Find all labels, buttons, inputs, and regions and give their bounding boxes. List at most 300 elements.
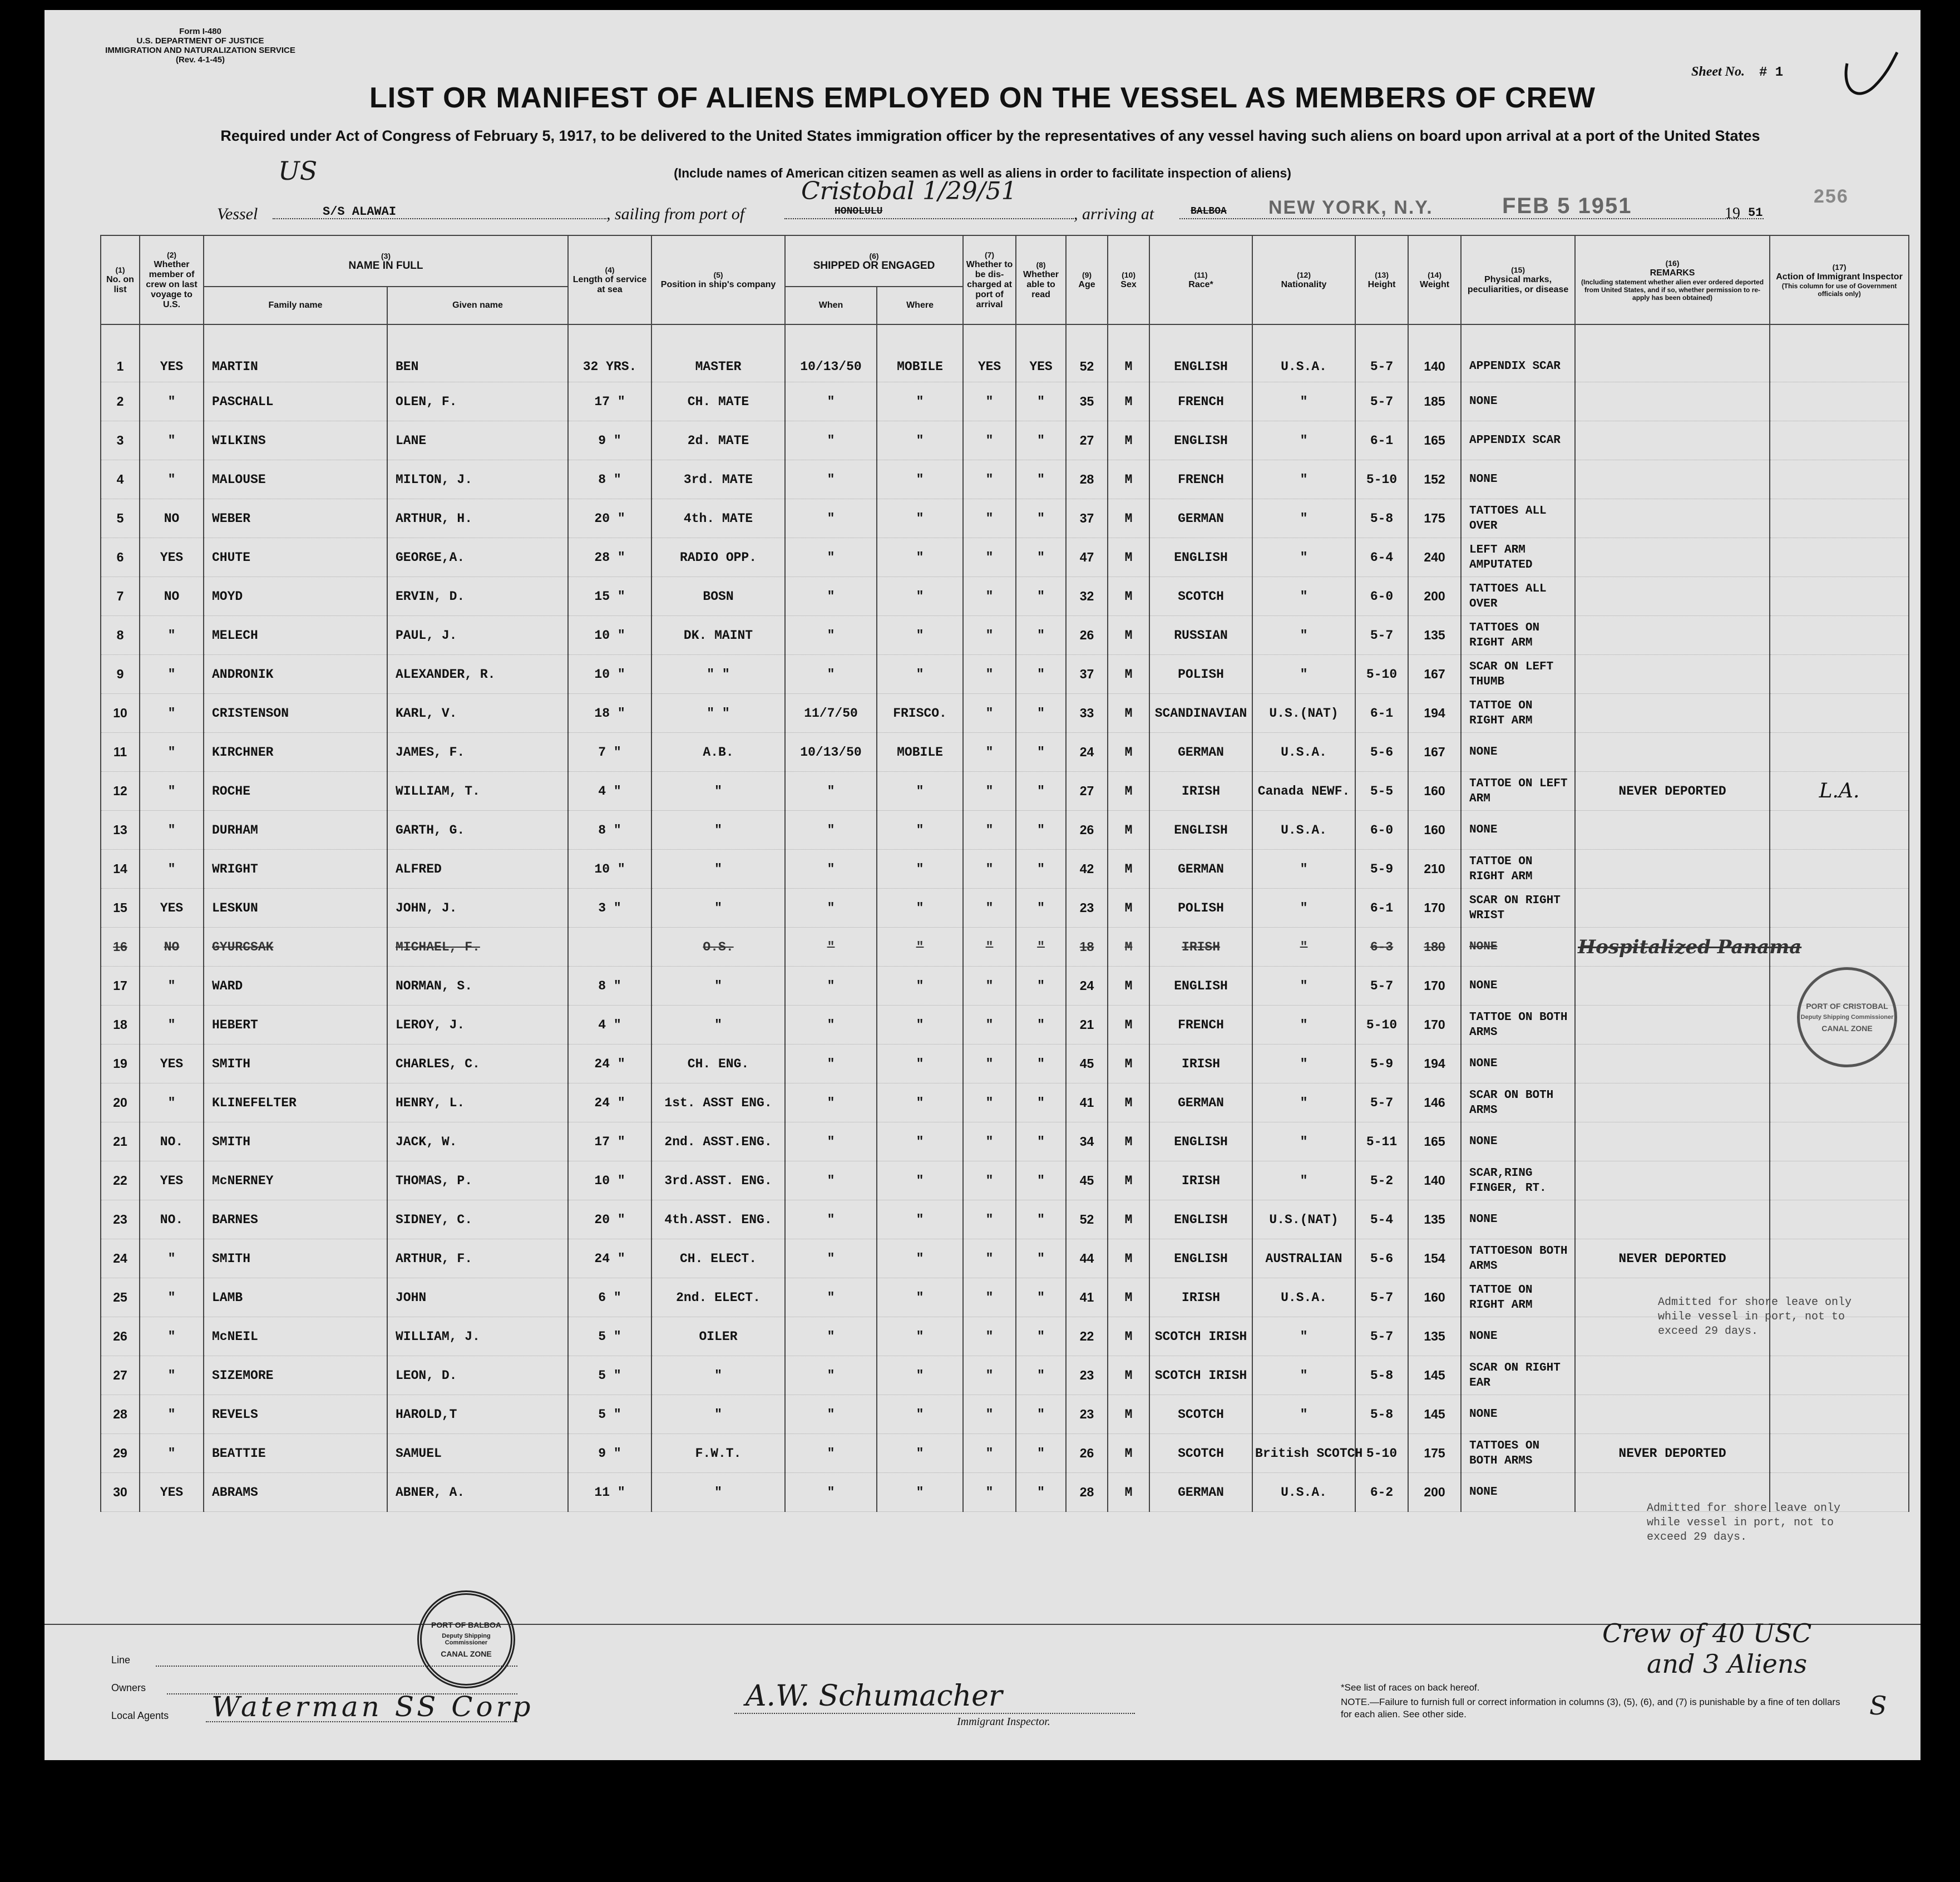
crew-row (101, 324, 1909, 382)
crew-row (101, 1200, 1909, 1239)
service: IMMIGRATION AND NATURALIZATION SERVICE (105, 46, 295, 55)
cell-disch: " (963, 616, 1016, 655)
cell-height: 6-1 (1355, 694, 1408, 733)
cell-no: 8 (101, 616, 140, 655)
crew-row (101, 382, 1909, 421)
col-read-header: (8) Whether able to read (1016, 235, 1066, 324)
cell-where: " (877, 1239, 963, 1278)
col-service-header: (4) Length of service at sea (568, 235, 651, 324)
cell-position: 3rd.ASST. ENG. (651, 1161, 785, 1200)
cell-nat: U.S.(NAT) (1252, 694, 1355, 733)
races-note: *See list of races on back hereof. (1341, 1682, 1480, 1693)
cell-weight: 175 (1408, 1434, 1461, 1473)
cell-given: OLEN, F. (387, 382, 568, 421)
cell-position: OILER (651, 1317, 785, 1356)
cell-when: " (785, 889, 877, 928)
cell-age: 37 (1066, 499, 1108, 538)
cell-family: PASCHALL (204, 382, 387, 421)
cell-action (1770, 1083, 1909, 1122)
cell-given: MILTON, J. (387, 460, 568, 499)
cell-where: " (877, 1395, 963, 1434)
cell-family: KLINEFELTER (204, 1083, 387, 1122)
cell-read: " (1016, 967, 1066, 1006)
cell-race: IRISH (1149, 1278, 1252, 1317)
crew-row (101, 889, 1909, 928)
cell-marks: NONE (1461, 1395, 1575, 1434)
crew-row (101, 538, 1909, 577)
cell-service: 11 " (568, 1473, 651, 1512)
cell-height: 5-8 (1355, 499, 1408, 538)
cell-weight: 175 (1408, 499, 1461, 538)
cell-read: " (1016, 1006, 1066, 1045)
cell-weight: 210 (1408, 850, 1461, 889)
cell-race: FRENCH (1149, 460, 1252, 499)
cell-nat: U.S.A. (1252, 1278, 1355, 1317)
cell-race: ENGLISH (1149, 421, 1252, 460)
cell-no: 3 (101, 421, 140, 460)
cell-race: FRENCH (1149, 382, 1252, 421)
cell-action (1770, 382, 1909, 421)
cell-disch: " (963, 1356, 1016, 1395)
crew-row (101, 967, 1909, 1006)
cell-marks: NONE (1461, 460, 1575, 499)
cell-position: CH. ENG. (651, 1045, 785, 1083)
cell-race: SCOTCH (1149, 1395, 1252, 1434)
cell-position: 3rd. MATE (651, 460, 785, 499)
crew-row (101, 1278, 1909, 1317)
cell-family: McNEIL (204, 1317, 387, 1356)
crew-row (101, 1045, 1909, 1083)
cell-read: " (1016, 694, 1066, 733)
initial-mark: S (1869, 1691, 1887, 1721)
cell-marks: TATTOES ALL OVER (1461, 577, 1575, 616)
cell-service: 24 " (568, 1239, 651, 1278)
cell-service: 24 " (568, 1045, 651, 1083)
cell-when: " (785, 1356, 877, 1395)
cell-weight: 135 (1408, 1317, 1461, 1356)
cell-where: MOBILE (877, 733, 963, 772)
cell-no: 22 (101, 1161, 140, 1200)
cell-read: " (1016, 421, 1066, 460)
cell-disch: " (963, 1006, 1016, 1045)
cell-family: MELECH (204, 616, 387, 655)
cell-when: " (785, 1122, 877, 1161)
cell-given: LEON, D. (387, 1356, 568, 1395)
cell-action (1770, 850, 1909, 889)
cell-race: POLISH (1149, 655, 1252, 694)
cell-remarks (1575, 1006, 1770, 1045)
cell-height: 5-11 (1355, 1122, 1408, 1161)
col-when-header: When (785, 287, 877, 324)
cell-height: 6-3 (1355, 928, 1408, 967)
cell-height: 5-6 (1355, 733, 1408, 772)
cell-where: " (877, 1473, 963, 1512)
cell-marks: TATTOES ON BOTH ARMS (1461, 1434, 1575, 1473)
cell-remarks: Hospitalized Panama (1575, 928, 1770, 967)
balboa-seal: PORT OF BALBOA Deputy Shipping Commissioner CANAL ZONE (417, 1590, 515, 1688)
admitted-note-2: Admitted for shore leave only while vessel in port, not to exceed 29 days. (1647, 1502, 1841, 1544)
cell-nat: " (1252, 1395, 1355, 1434)
cell-position: 4th.ASST. ENG. (651, 1200, 785, 1239)
cell-read: " (1016, 538, 1066, 577)
form-number: Form I-480 (179, 27, 221, 36)
cell-age: 26 (1066, 616, 1108, 655)
cell-where: " (877, 421, 963, 460)
col-given-name-header: Given name (387, 287, 568, 324)
cell-family: ROCHE (204, 772, 387, 811)
cell-weight: 200 (1408, 1473, 1461, 1512)
cell-marks: SCAR ON RIGHT WRIST (1461, 889, 1575, 928)
cell-read: " (1016, 1122, 1066, 1161)
cell-last: " (140, 1006, 204, 1045)
cell-weight: 146 (1408, 1083, 1461, 1122)
cell-height: 5-6 (1355, 1239, 1408, 1278)
cell-no: 27 (101, 1356, 140, 1395)
cell-service: 10 " (568, 850, 651, 889)
cell-position: " (651, 1473, 785, 1512)
cell-action (1770, 324, 1909, 382)
cell-race: SCOTCH (1149, 577, 1252, 616)
cell-race: GERMAN (1149, 499, 1252, 538)
cell-sex: M (1108, 538, 1149, 577)
cell-weight: 180 (1408, 928, 1461, 967)
cell-given: JAMES, F. (387, 733, 568, 772)
cell-given: ARTHUR, H. (387, 499, 568, 538)
cell-given: NORMAN, S. (387, 967, 568, 1006)
cell-read: " (1016, 1473, 1066, 1512)
cell-marks: NONE (1461, 1317, 1575, 1356)
cell-marks: NONE (1461, 382, 1575, 421)
revision: (Rev. 4-1-45) (175, 55, 225, 65)
sailing-label: , sailing from port of (606, 205, 745, 223)
cell-last: " (140, 616, 204, 655)
cell-disch: " (963, 811, 1016, 850)
col-height-header: (13) Height (1355, 235, 1408, 324)
cell-family: DURHAM (204, 811, 387, 850)
cell-where: " (877, 499, 963, 538)
cell-where: " (877, 382, 963, 421)
cell-when: " (785, 1278, 877, 1317)
cell-when: " (785, 1045, 877, 1083)
cell-when: " (785, 811, 877, 850)
cell-marks: TATTOE ON RIGHT ARM (1461, 850, 1575, 889)
local-agents-value: Waterman SS Corp (211, 1691, 534, 1723)
cell-marks: NONE (1461, 967, 1575, 1006)
cell-family: KIRCHNER (204, 733, 387, 772)
cell-age: 24 (1066, 967, 1108, 1006)
cell-family: WEBER (204, 499, 387, 538)
cell-marks: APPENDIX SCAR (1461, 324, 1575, 382)
arriving-label: , arriving at (1074, 205, 1154, 223)
cell-family: HEBERT (204, 1006, 387, 1045)
cell-position: RADIO OPP. (651, 538, 785, 577)
sailing-port-typed: HONOLULU (835, 206, 883, 217)
year-prefix: 19 (1725, 205, 1740, 222)
cell-action (1770, 733, 1909, 772)
cell-nat: " (1252, 1317, 1355, 1356)
cell-family: WILKINS (204, 421, 387, 460)
cell-action (1770, 889, 1909, 928)
cell-no: 11 (101, 733, 140, 772)
cell-sex: M (1108, 1473, 1149, 1512)
cell-position: " (651, 889, 785, 928)
cell-race: GERMAN (1149, 733, 1252, 772)
cell-read: " (1016, 1356, 1066, 1395)
cell-no: 17 (101, 967, 140, 1006)
cell-last: " (140, 1278, 204, 1317)
crew-rows (101, 324, 1909, 1512)
line-label: Line (111, 1654, 131, 1666)
inspector-signature: A.W. Schumacher (746, 1679, 1003, 1713)
cell-service: 3 " (568, 889, 651, 928)
cell-height: 5-7 (1355, 382, 1408, 421)
cell-disch: " (963, 1200, 1016, 1239)
cell-nat: U.S.A. (1252, 1473, 1355, 1512)
admitted-note-1: Admitted for shore leave only while vessel in port, not to exceed 29 days. (1658, 1296, 1852, 1338)
cell-service: 32 YRS. (568, 324, 651, 382)
cell-read: " (1016, 1317, 1066, 1356)
cell-nat: " (1252, 460, 1355, 499)
cell-sex: M (1108, 499, 1149, 538)
cell-given: PAUL, J. (387, 616, 568, 655)
cell-age: 28 (1066, 1473, 1108, 1512)
cell-action (1770, 616, 1909, 655)
cell-disch: " (963, 382, 1016, 421)
cell-age: 42 (1066, 850, 1108, 889)
cell-family: BARNES (204, 1200, 387, 1239)
cell-nat: " (1252, 967, 1355, 1006)
cell-no: 2 (101, 382, 140, 421)
cell-height: 5-5 (1355, 772, 1408, 811)
cell-disch: " (963, 1395, 1016, 1434)
inspector-label: Immigrant Inspector. (957, 1716, 1050, 1728)
cell-when: " (785, 1434, 877, 1473)
header-row-1 (101, 235, 1909, 287)
cell-service: 20 " (568, 1200, 651, 1239)
cell-weight: 170 (1408, 1006, 1461, 1045)
cell-where: " (877, 1083, 963, 1122)
cell-read: " (1016, 1434, 1066, 1473)
crew-count-note-1: Crew of 40 USC (1602, 1618, 1812, 1648)
cell-when: " (785, 655, 877, 694)
cell-position: CH. MATE (651, 382, 785, 421)
cell-last: " (140, 1317, 204, 1356)
cell-height: 6-4 (1355, 538, 1408, 577)
vessel-name: S/S ALAWAI (323, 205, 397, 219)
col-number-header: (1) No. on list (101, 235, 140, 324)
cell-action (1770, 655, 1909, 694)
cell-read: " (1016, 1083, 1066, 1122)
cell-height: 6-1 (1355, 421, 1408, 460)
cell-race: ENGLISH (1149, 324, 1252, 382)
cell-no: 7 (101, 577, 140, 616)
cell-where: " (877, 1006, 963, 1045)
cell-disch: " (963, 850, 1016, 889)
cell-given: LANE (387, 421, 568, 460)
cell-race: RUSSIAN (1149, 616, 1252, 655)
cell-height: 6-0 (1355, 811, 1408, 850)
cell-nat: " (1252, 538, 1355, 577)
cell-last: " (140, 1356, 204, 1395)
cell-height: 5-10 (1355, 1434, 1408, 1473)
cell-race: GERMAN (1149, 850, 1252, 889)
cell-race: ENGLISH (1149, 1200, 1252, 1239)
cell-when: " (785, 538, 877, 577)
cell-weight: 194 (1408, 694, 1461, 733)
cell-where: FRISCO. (877, 694, 963, 733)
cell-nat: " (1252, 1122, 1355, 1161)
cell-position: " (651, 850, 785, 889)
cell-weight: 185 (1408, 382, 1461, 421)
cell-last: " (140, 850, 204, 889)
cell-no: 12 (101, 772, 140, 811)
cell-remarks (1575, 1200, 1770, 1239)
cell-weight: 165 (1408, 1122, 1461, 1161)
cell-nat: " (1252, 1083, 1355, 1122)
cell-sex: M (1108, 577, 1149, 616)
crew-row (101, 1395, 1909, 1434)
cell-service: 10 " (568, 655, 651, 694)
cell-given: GARTH, G. (387, 811, 568, 850)
cell-no: 25 (101, 1278, 140, 1317)
cell-last: YES (140, 538, 204, 577)
cell-remarks (1575, 1045, 1770, 1083)
cell-sex: M (1108, 889, 1149, 928)
cell-where: " (877, 889, 963, 928)
cristobal-seal: PORT OF CRISTOBAL Deputy Shipping Commissioner CANAL ZONE (1797, 967, 1897, 1067)
sheet-number-value: # 1 (1759, 65, 1784, 80)
cell-action (1770, 577, 1909, 616)
cell-sex: M (1108, 733, 1149, 772)
cell-remarks (1575, 1122, 1770, 1161)
cell-age: 32 (1066, 577, 1108, 616)
cell-race: ENGLISH (1149, 1239, 1252, 1278)
cell-race: ENGLISH (1149, 967, 1252, 1006)
cell-nat: " (1252, 577, 1355, 616)
cell-where: " (877, 1356, 963, 1395)
cell-family: ABRAMS (204, 1473, 387, 1512)
cell-sex: M (1108, 1434, 1149, 1473)
cell-age: 18 (1066, 928, 1108, 967)
cell-family: REVELS (204, 1395, 387, 1434)
cell-read: " (1016, 772, 1066, 811)
cell-weight: 135 (1408, 1200, 1461, 1239)
cell-disch: " (963, 733, 1016, 772)
cell-given: SIDNEY, C. (387, 1200, 568, 1239)
cell-given: THOMAS, P. (387, 1161, 568, 1200)
cell-marks: TATTOES ON RIGHT ARM (1461, 616, 1575, 655)
page-stamp-number: 256 (1814, 186, 1849, 207)
cell-sex: M (1108, 1395, 1149, 1434)
cell-race: SCANDINAVIAN (1149, 694, 1252, 733)
cell-remarks (1575, 1083, 1770, 1122)
cell-sex: M (1108, 928, 1149, 967)
cell-last: NO (140, 499, 204, 538)
cell-position: 2nd. ASST.ENG. (651, 1122, 785, 1161)
cell-disch: " (963, 538, 1016, 577)
local-agents-label: Local Agents (111, 1710, 169, 1721)
cell-where: " (877, 1278, 963, 1317)
cell-where: " (877, 460, 963, 499)
cell-where: " (877, 772, 963, 811)
col-name-header: (3) NAME IN FULL (204, 235, 568, 287)
crew-row (101, 655, 1909, 694)
cell-age: 34 (1066, 1122, 1108, 1161)
cell-position: " " (651, 655, 785, 694)
crew-row (101, 1434, 1909, 1473)
cell-service: 5 " (568, 1356, 651, 1395)
cell-given: KARL, V. (387, 694, 568, 733)
cell-position: 2d. MATE (651, 421, 785, 460)
cell-height: 5-7 (1355, 324, 1408, 382)
cell-no: 6 (101, 538, 140, 577)
cell-when: " (785, 616, 877, 655)
cell-disch: " (963, 1161, 1016, 1200)
cell-nat: " (1252, 850, 1355, 889)
cell-position: " (651, 1006, 785, 1045)
owners-label: Owners (111, 1682, 146, 1693)
cell-disch: " (963, 1434, 1016, 1473)
cell-weight: 160 (1408, 772, 1461, 811)
cell-nat: " (1252, 616, 1355, 655)
crew-row (101, 1239, 1909, 1278)
crew-row (101, 811, 1909, 850)
cell-age: 47 (1066, 538, 1108, 577)
cell-action (1770, 694, 1909, 733)
cell-position: F.W.T. (651, 1434, 785, 1473)
col-last-voyage-header: (2) Whether member of crew on last voyage to U.S. (140, 235, 204, 324)
cell-race: ENGLISH (1149, 538, 1252, 577)
vessel-label: Vessel (217, 205, 258, 223)
cell-age: 23 (1066, 1395, 1108, 1434)
cell-weight: 167 (1408, 733, 1461, 772)
cell-race: SCOTCH IRISH (1149, 1317, 1252, 1356)
cell-nat: " (1252, 655, 1355, 694)
cell-weight: 170 (1408, 967, 1461, 1006)
cell-no: 24 (101, 1239, 140, 1278)
cell-no: 5 (101, 499, 140, 538)
form-info (78, 27, 323, 65)
cell-position: A.B. (651, 733, 785, 772)
cell-weight: 140 (1408, 324, 1461, 382)
cell-last: YES (140, 1161, 204, 1200)
cell-where: " (877, 655, 963, 694)
col-race-header: (11) Race* (1149, 235, 1252, 324)
cell-weight: 154 (1408, 1239, 1461, 1278)
cell-disch: " (963, 1473, 1016, 1512)
cell-read: " (1016, 1045, 1066, 1083)
cell-given: LEROY, J. (387, 1006, 568, 1045)
cell-position: MASTER (651, 324, 785, 382)
cell-given: JOHN, J. (387, 889, 568, 928)
cell-read: " (1016, 460, 1066, 499)
cell-remarks (1575, 733, 1770, 772)
cell-age: 23 (1066, 889, 1108, 928)
cell-where: " (877, 1317, 963, 1356)
cell-nat: " (1252, 499, 1355, 538)
cell-given: JOHN (387, 1278, 568, 1317)
cell-position: " (651, 811, 785, 850)
cell-read: " (1016, 616, 1066, 655)
cell-remarks (1575, 616, 1770, 655)
cell-read: " (1016, 928, 1066, 967)
cell-disch: " (963, 1083, 1016, 1122)
arrival-date-stamp: FEB 5 1951 (1502, 194, 1632, 218)
cell-family: WRIGHT (204, 850, 387, 889)
cell-service: 5 " (568, 1395, 651, 1434)
cell-remarks (1575, 889, 1770, 928)
cell-nat: " (1252, 1356, 1355, 1395)
